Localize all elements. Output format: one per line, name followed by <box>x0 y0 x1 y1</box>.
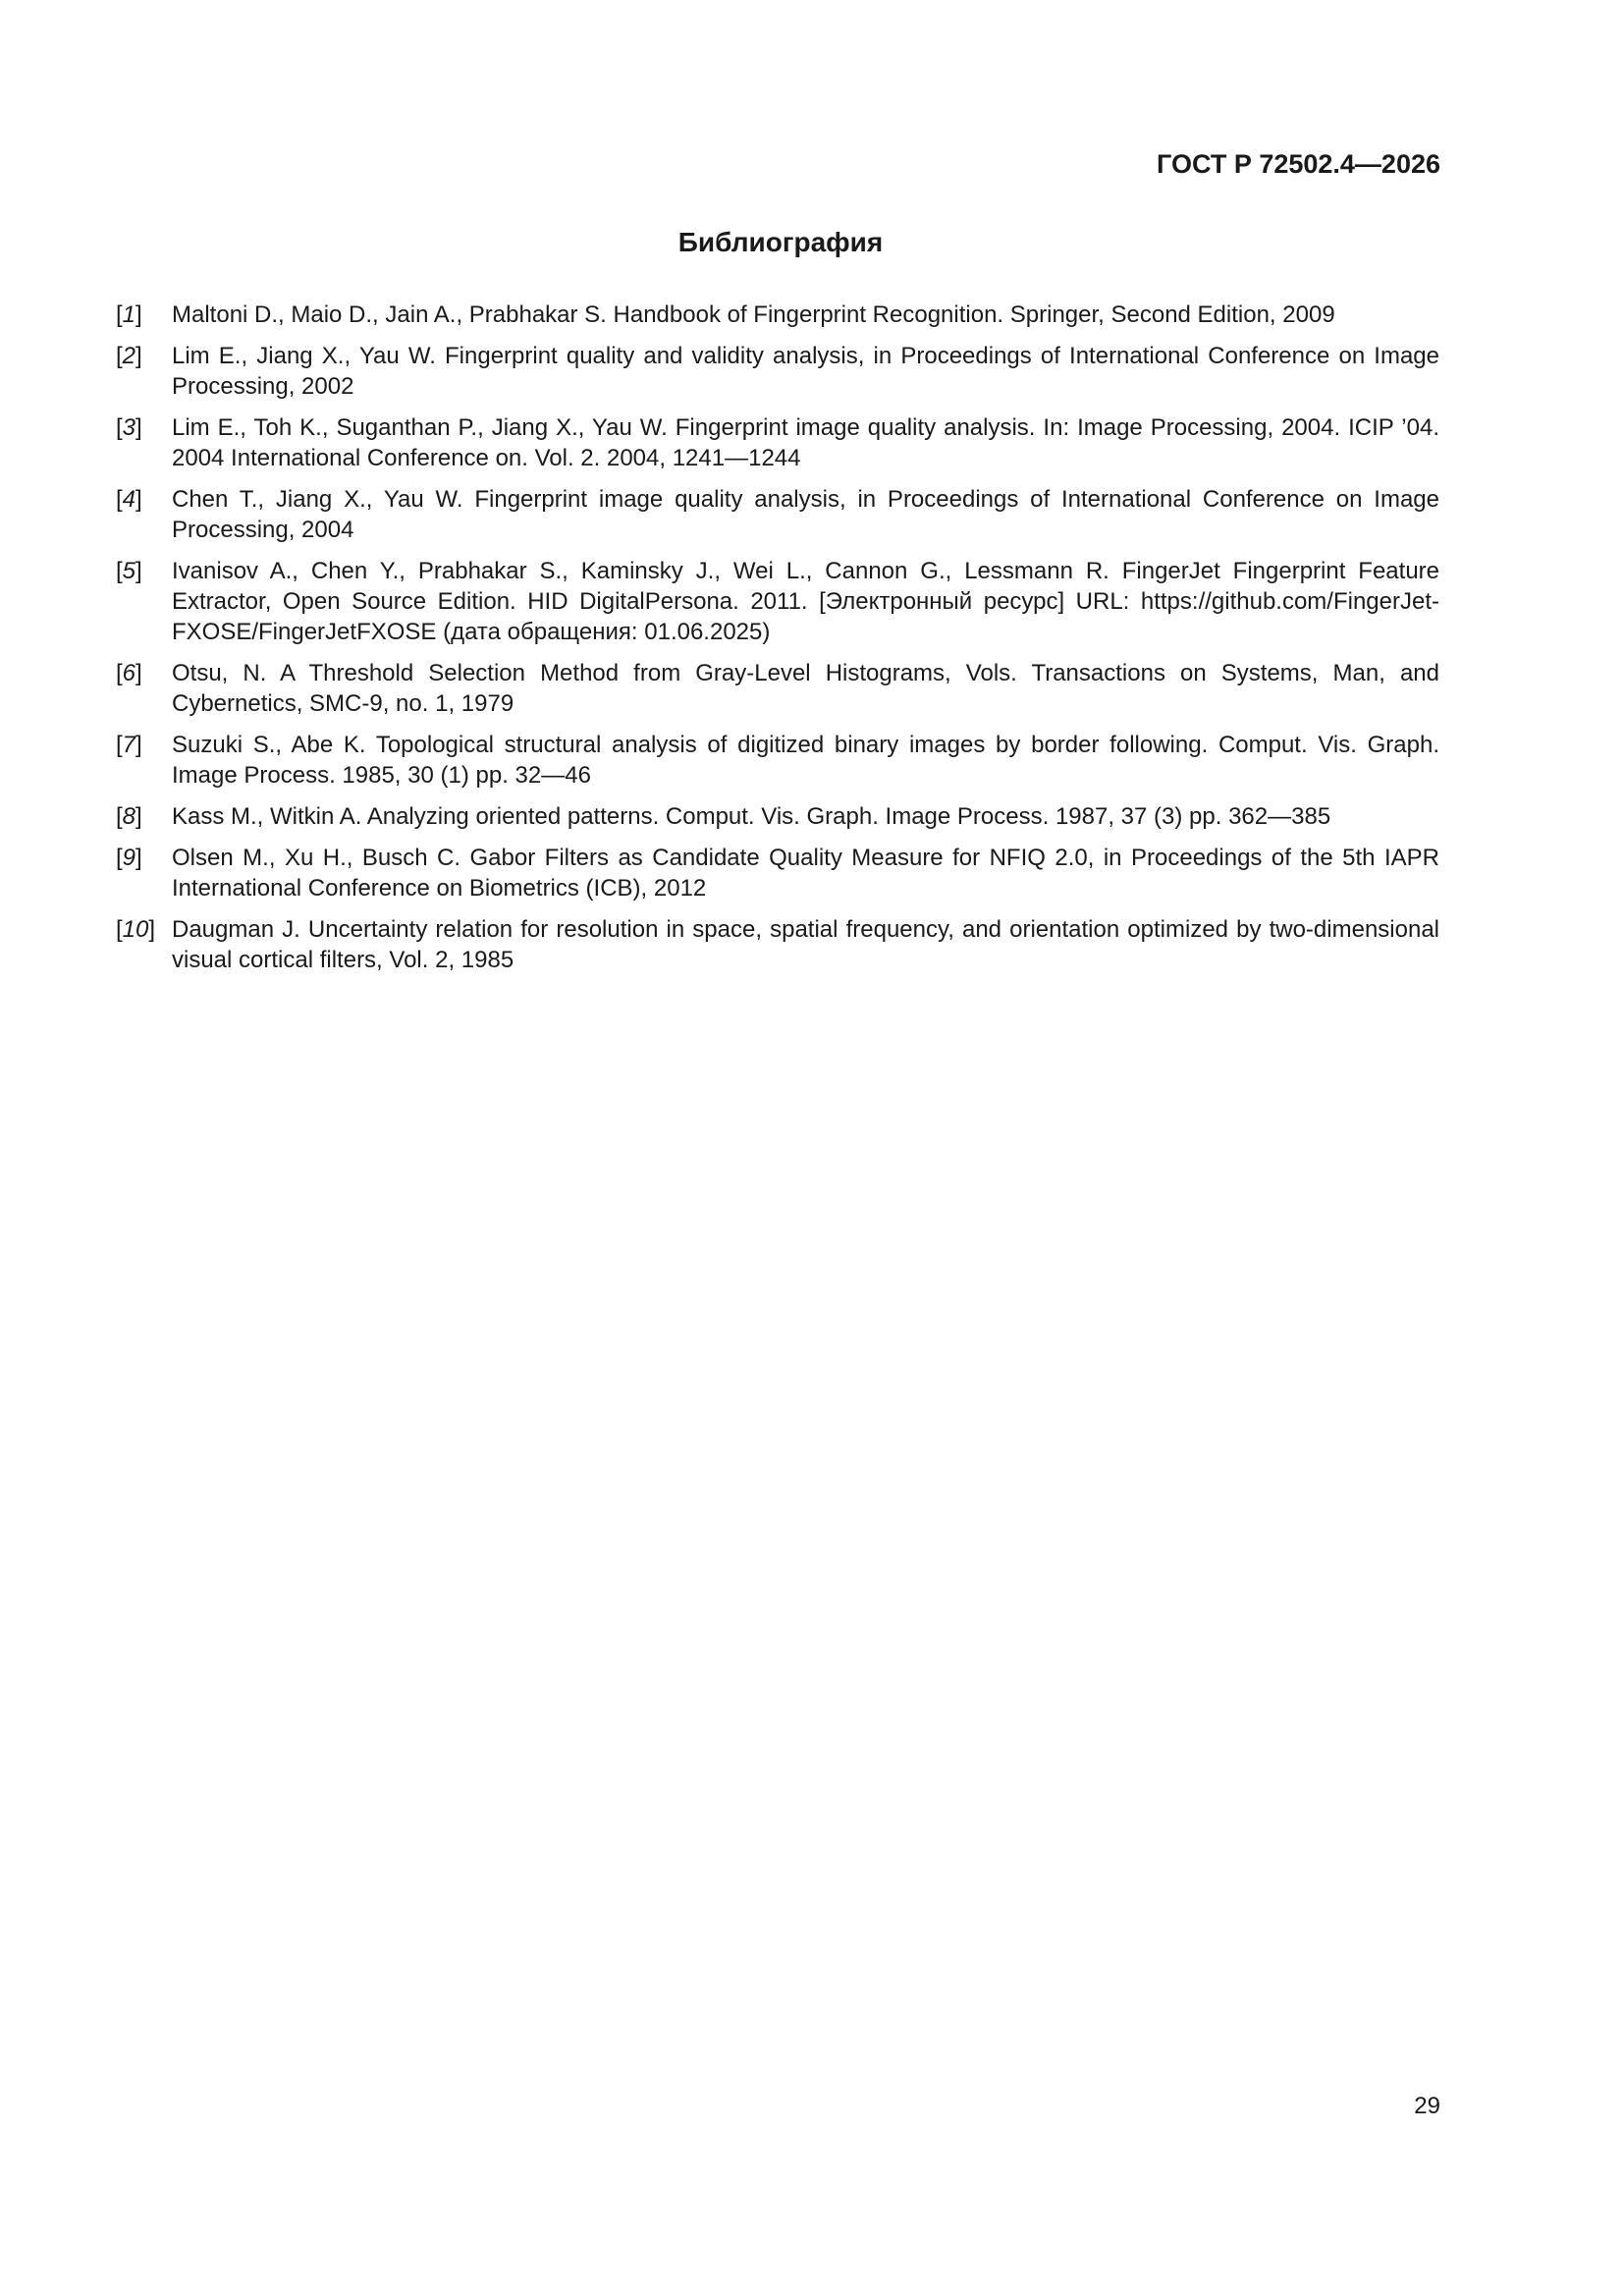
reference-text: Maltoni D., Maio D., Jain A., Prabhakar S. Handbook of Fingerprint Recognition. Springer, Second Edition, 2009 <box>172 301 1335 328</box>
reference-text: Kass M., Witkin A. Analyzing oriented patterns. Comput. Vis. Graph. Image Process. 1987, 37 (3) pp. 362—385 <box>172 803 1331 830</box>
reference-number: [5] <box>116 558 142 584</box>
reference-text: Otsu, N. A Threshold Selection Method from Gray-Level Histograms, Vols. Transactions on Systems, Man, and Cybernetics, SMC-9, no. 1, 1979 <box>172 660 1439 717</box>
reference-number: [1] <box>116 301 142 328</box>
reference-item-9 <box>116 843 1439 903</box>
reference-item-7 <box>116 730 1439 791</box>
reference-text: Chen T., Jiang X., Yau W. Fingerprint image quality analysis, in Proceedings of International Conference on Image Processing, 2004 <box>172 486 1439 543</box>
reference-item-10 <box>116 914 1439 975</box>
bibliography-title: Библиография <box>677 227 884 257</box>
reference-number: [4] <box>116 486 142 513</box>
reference-number: [8] <box>116 803 142 830</box>
reference-text: Lim E., Jiang X., Yau W. Fingerprint quality and validity analysis, in Proceedings of International Conference on Image Processing, 2002 <box>172 343 1439 400</box>
page-number: 29 <box>1414 2093 1440 2119</box>
reference-item-6 <box>116 658 1439 719</box>
reference-item-4 <box>116 484 1439 545</box>
reference-item-5 <box>116 556 1439 647</box>
reference-number: [7] <box>116 732 142 758</box>
reference-item-3 <box>116 412 1439 473</box>
reference-number: [9] <box>116 845 142 871</box>
reference-number: [2] <box>116 343 142 369</box>
reference-text: Daugman J. Uncertainty relation for resolution in space, spatial frequency, and orientation optimized by two-dimensional visual cortical filters, Vol. 2, 1985 <box>172 916 1439 973</box>
document-code: ГОСТ Р 72502.4—2026 <box>1157 149 1440 179</box>
reference-text: Lim E., Toh K., Suganthan P., Jiang X., Yau W. Fingerprint image quality analysis. In: Image Processing, 2004. ICIP ’04. 2004 International Conference on. Vol. 2. 2004, 1241—1244 <box>172 414 1439 471</box>
reference-text: Olsen M., Xu H., Busch C. Gabor Filters as Candidate Quality Measure for NFIQ 2.0, in Proceedings of the 5th IAPR International Conference on Biometrics (ICB), 2012 <box>172 845 1439 902</box>
reference-number: [3] <box>116 414 142 441</box>
reference-text: Suzuki S., Abe K. Topological structural analysis of digitized binary images by border following. Comput. Vis. Graph. Image Process. 1985, 30 (1) pp. 32—46 <box>172 732 1439 789</box>
reference-number: [6] <box>116 660 142 686</box>
reference-list <box>116 300 1439 986</box>
reference-item-2 <box>116 341 1439 402</box>
reference-text: Ivanisov A., Chen Y., Prabhakar S., Kaminsky J., Wei L., Cannon G., Lessmann R. FingerJet Fingerprint Feature Extractor, Open Source Edition. HID DigitalPersona. 2011. [Электронный ресурс] URL: https://github.com/FingerJet-FXOSE/FingerJetFXOSE (дата обращения: 01.06.2025) <box>172 558 1439 645</box>
reference-item-8 <box>116 801 1439 832</box>
reference-number: [10] <box>116 916 156 943</box>
reference-item-1 <box>116 300 1439 330</box>
